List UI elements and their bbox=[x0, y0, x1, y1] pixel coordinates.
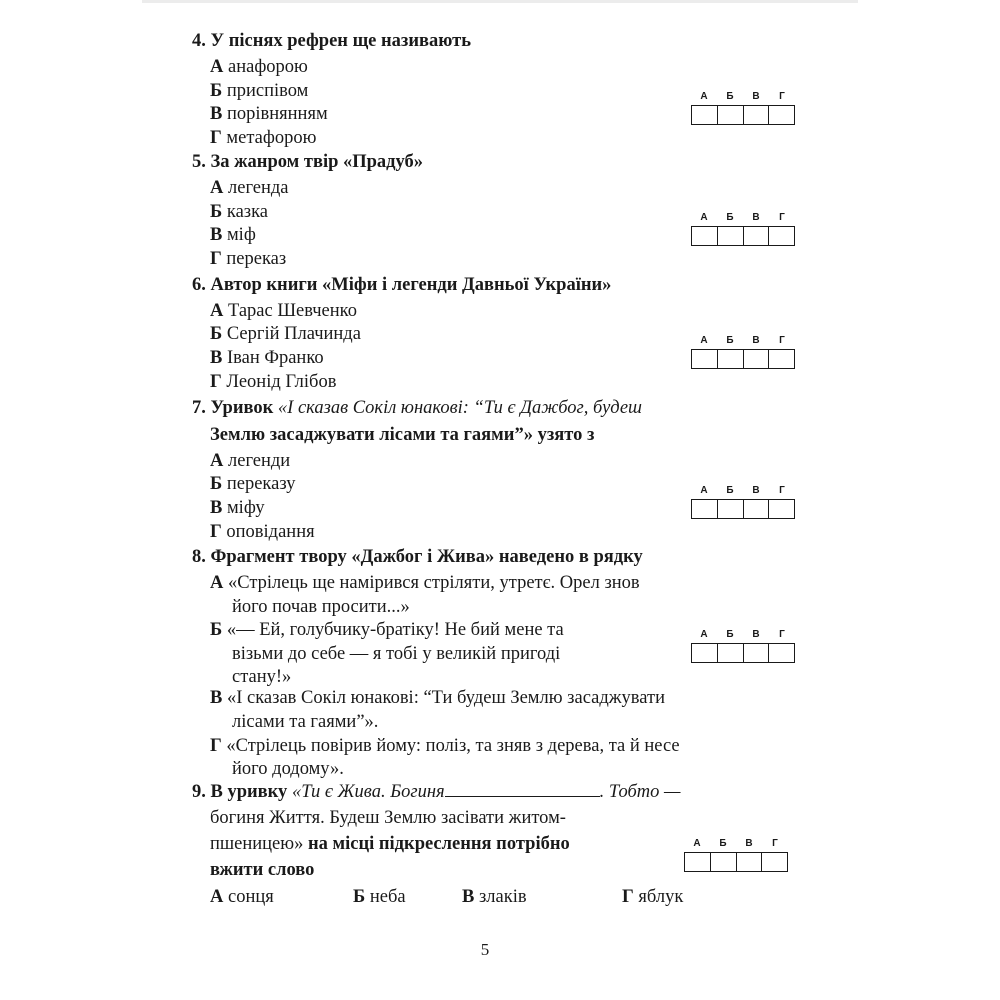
option-text: яблук bbox=[638, 887, 684, 907]
answer-box-a[interactable] bbox=[692, 106, 718, 124]
q4-option-h bbox=[210, 126, 316, 150]
option-text: порівнянням bbox=[226, 104, 328, 124]
option-text: «І сказав Сокіл юнакові: “Ти будеш Землю засаджувати bbox=[226, 688, 666, 708]
question-7-title bbox=[192, 396, 642, 420]
option-letter: А bbox=[210, 57, 224, 77]
answer-box-b[interactable] bbox=[718, 106, 744, 124]
option-letter: Г bbox=[210, 522, 222, 542]
q6-option-a bbox=[210, 299, 357, 323]
question-4-title: 4. У піснях рефрен ще називають bbox=[192, 31, 472, 51]
answer-box-a[interactable] bbox=[692, 350, 718, 368]
answer-box-b[interactable] bbox=[711, 853, 737, 871]
q6-option-b bbox=[210, 322, 361, 346]
answer-box-h[interactable] bbox=[762, 853, 787, 871]
q9-option-v bbox=[462, 885, 527, 909]
option-text: злаків bbox=[478, 887, 527, 907]
q5-option-v bbox=[210, 223, 256, 247]
q4-option-a bbox=[210, 55, 308, 79]
option-letter: Б bbox=[210, 474, 223, 494]
option-text: приспівом bbox=[226, 81, 309, 101]
option-text: «Стрілець повірив йому: поліз, та зняв з дерева, та й несе bbox=[226, 736, 680, 756]
option-text: Леонід Глібов bbox=[226, 372, 337, 392]
q7-quote-line2: Землю засаджувати лісами та гаями”» bbox=[210, 425, 533, 445]
question-8-title: 8. Фрагмент твору «Дажбог і Жива» наведено в рядку bbox=[192, 547, 643, 567]
option-letter: Г bbox=[210, 736, 222, 756]
q6-option-h bbox=[210, 370, 336, 394]
answer-box-v[interactable] bbox=[744, 350, 770, 368]
q9-option-h bbox=[622, 885, 683, 909]
option-letter: Б bbox=[353, 887, 366, 907]
q8-option-b-cont2: стану!» bbox=[232, 667, 292, 687]
q9-quote-line3: пшеницею» bbox=[210, 834, 304, 854]
q4-option-b bbox=[210, 79, 308, 103]
grid-label-b: Б bbox=[726, 485, 734, 496]
q7-option-b bbox=[210, 472, 296, 496]
grid-label-b: Б bbox=[726, 212, 734, 223]
answer-grid-q7 bbox=[691, 485, 795, 519]
q5-option-h bbox=[210, 247, 286, 271]
q9-quote-part1: «Ти є Жива. Богиня bbox=[291, 782, 445, 802]
option-text: переказ bbox=[226, 249, 287, 269]
answer-grid-q6 bbox=[691, 335, 795, 369]
option-text: «Стрілець ще намірився стріляти, утретє. Орел знов bbox=[228, 573, 640, 593]
q9-title-start: 9. В уривку bbox=[192, 782, 292, 802]
answer-box-h[interactable] bbox=[769, 106, 794, 124]
q8-option-b bbox=[210, 618, 564, 642]
q8-option-h bbox=[210, 734, 680, 758]
question-9-line2 bbox=[210, 806, 566, 830]
option-letter: А bbox=[210, 887, 224, 907]
option-letter: А bbox=[210, 573, 224, 593]
answer-box-v[interactable] bbox=[744, 106, 770, 124]
answer-box-a[interactable] bbox=[685, 853, 711, 871]
grid-label-v: В bbox=[752, 335, 760, 346]
option-text: Іван Франко bbox=[226, 348, 324, 368]
option-text: неба bbox=[369, 887, 406, 907]
option-letter: Г bbox=[210, 372, 222, 392]
q8-option-b-cont1: візьми до себе — я тобі у великій пригоді bbox=[232, 644, 561, 664]
question-6-title: 6. Автор книги «Міфи і легенди Давньої України» bbox=[192, 275, 612, 295]
question-9-title bbox=[192, 780, 680, 804]
option-letter: В bbox=[210, 498, 223, 518]
question-7-title-line2 bbox=[210, 423, 594, 447]
fill-in-blank bbox=[445, 780, 600, 797]
q6-option-v bbox=[210, 346, 324, 370]
grid-label-v: В bbox=[752, 212, 760, 223]
answer-grid-q8 bbox=[691, 629, 795, 663]
question-5-title: 5. За жанром твір «Прадуб» bbox=[192, 152, 424, 172]
grid-label-b: Б bbox=[726, 335, 734, 346]
option-text: сонця bbox=[228, 887, 274, 907]
option-letter: А bbox=[210, 301, 224, 321]
answer-box-b[interactable] bbox=[718, 350, 744, 368]
option-text: легенда bbox=[228, 178, 289, 198]
answer-box-a[interactable] bbox=[692, 227, 718, 245]
option-letter: Г bbox=[622, 887, 634, 907]
q5-option-a bbox=[210, 176, 289, 200]
grid-label-a: А bbox=[700, 91, 708, 102]
grid-label-b: Б bbox=[719, 838, 727, 849]
q7-option-h bbox=[210, 520, 315, 544]
grid-label-v: В bbox=[745, 838, 753, 849]
grid-label-h: Г bbox=[772, 838, 778, 849]
q7-option-v bbox=[210, 496, 265, 520]
grid-label-h: Г bbox=[779, 212, 785, 223]
q9-option-b bbox=[353, 885, 406, 909]
answer-box-h[interactable] bbox=[769, 227, 794, 245]
answer-grid-q5 bbox=[691, 212, 795, 246]
q4-option-v bbox=[210, 102, 328, 126]
grid-label-a: А bbox=[700, 629, 708, 640]
grid-label-v: В bbox=[752, 629, 760, 640]
answer-box-a[interactable] bbox=[692, 644, 718, 662]
answer-grid-q9 bbox=[684, 838, 788, 872]
answer-box-v[interactable] bbox=[744, 227, 770, 245]
q8-option-v-cont: лісами та гаями”». bbox=[232, 712, 379, 732]
q7-quote-line1: «І сказав Сокіл юнакові: “Ти є Дажбог, будеш bbox=[277, 398, 642, 418]
option-letter: А bbox=[210, 178, 224, 198]
answer-grid-q4 bbox=[691, 91, 795, 125]
grid-label-b: Б bbox=[726, 629, 734, 640]
q7-title-end: узято з bbox=[532, 425, 595, 445]
q9-quote-line2: богиня Життя. Будеш Землю засівати житом- bbox=[210, 808, 566, 828]
grid-label-h: Г bbox=[779, 91, 785, 102]
option-letter: В bbox=[210, 688, 223, 708]
option-letter: Г bbox=[210, 249, 222, 269]
answer-box-a[interactable] bbox=[692, 500, 718, 518]
grid-label-h: Г bbox=[779, 629, 785, 640]
answer-box-h[interactable] bbox=[769, 500, 794, 518]
option-letter: В bbox=[210, 225, 223, 245]
option-letter: Г bbox=[210, 128, 222, 148]
page-number: 5 bbox=[480, 940, 490, 959]
q8-option-h-cont: його додому». bbox=[232, 759, 344, 779]
q8-option-a-cont: його почав просити...» bbox=[232, 597, 410, 617]
option-letter: Б bbox=[210, 620, 223, 640]
option-letter: А bbox=[210, 451, 224, 471]
option-letter: В bbox=[462, 887, 475, 907]
answer-box-b[interactable] bbox=[718, 500, 744, 518]
q8-option-v bbox=[210, 686, 665, 710]
q8-option-a bbox=[210, 571, 640, 595]
option-letter: Б bbox=[210, 324, 223, 344]
grid-label-a: А bbox=[693, 838, 701, 849]
answer-box-v[interactable] bbox=[744, 500, 770, 518]
question-9-line3 bbox=[210, 832, 570, 856]
option-text: «— Ей, голубчику-братіку! Не бий мене та bbox=[226, 620, 564, 640]
option-letter: Б bbox=[210, 81, 223, 101]
option-text: анафорою bbox=[228, 57, 308, 77]
q7-title-start: 7. Уривок bbox=[192, 398, 278, 418]
option-text: Сергій Плачинда bbox=[226, 324, 361, 344]
grid-label-a: А bbox=[700, 335, 708, 346]
question-9-line4: вжити слово bbox=[210, 860, 315, 880]
q7-option-a bbox=[210, 449, 290, 473]
option-text: метафорою bbox=[226, 128, 317, 148]
grid-label-h: Г bbox=[779, 335, 785, 346]
q9-title-mid: на місці підкреслення потрібно bbox=[303, 834, 570, 854]
option-text: міф bbox=[226, 225, 256, 245]
option-text: переказу bbox=[226, 474, 296, 494]
option-text: легенди bbox=[228, 451, 291, 471]
grid-label-b: Б bbox=[726, 91, 734, 102]
answer-box-h[interactable] bbox=[769, 350, 794, 368]
option-text: оповідання bbox=[226, 522, 315, 542]
grid-label-h: Г bbox=[779, 485, 785, 496]
grid-label-v: В bbox=[752, 485, 760, 496]
grid-label-v: В bbox=[752, 91, 760, 102]
q5-option-b bbox=[210, 200, 268, 224]
option-text: міфу bbox=[226, 498, 265, 518]
option-letter: В bbox=[210, 348, 223, 368]
option-text: казка bbox=[226, 202, 269, 222]
grid-label-a: А bbox=[700, 212, 708, 223]
answer-box-b[interactable] bbox=[718, 227, 744, 245]
answer-box-v[interactable] bbox=[737, 853, 763, 871]
option-letter: В bbox=[210, 104, 223, 124]
answer-box-b[interactable] bbox=[718, 644, 744, 662]
q9-quote-part2: . Тобто — bbox=[599, 782, 681, 802]
grid-label-a: А bbox=[700, 485, 708, 496]
option-letter: Б bbox=[210, 202, 223, 222]
q9-option-a bbox=[210, 885, 274, 909]
answer-box-h[interactable] bbox=[769, 644, 794, 662]
option-text: Тарас Шевченко bbox=[228, 301, 357, 321]
answer-box-v[interactable] bbox=[744, 644, 770, 662]
